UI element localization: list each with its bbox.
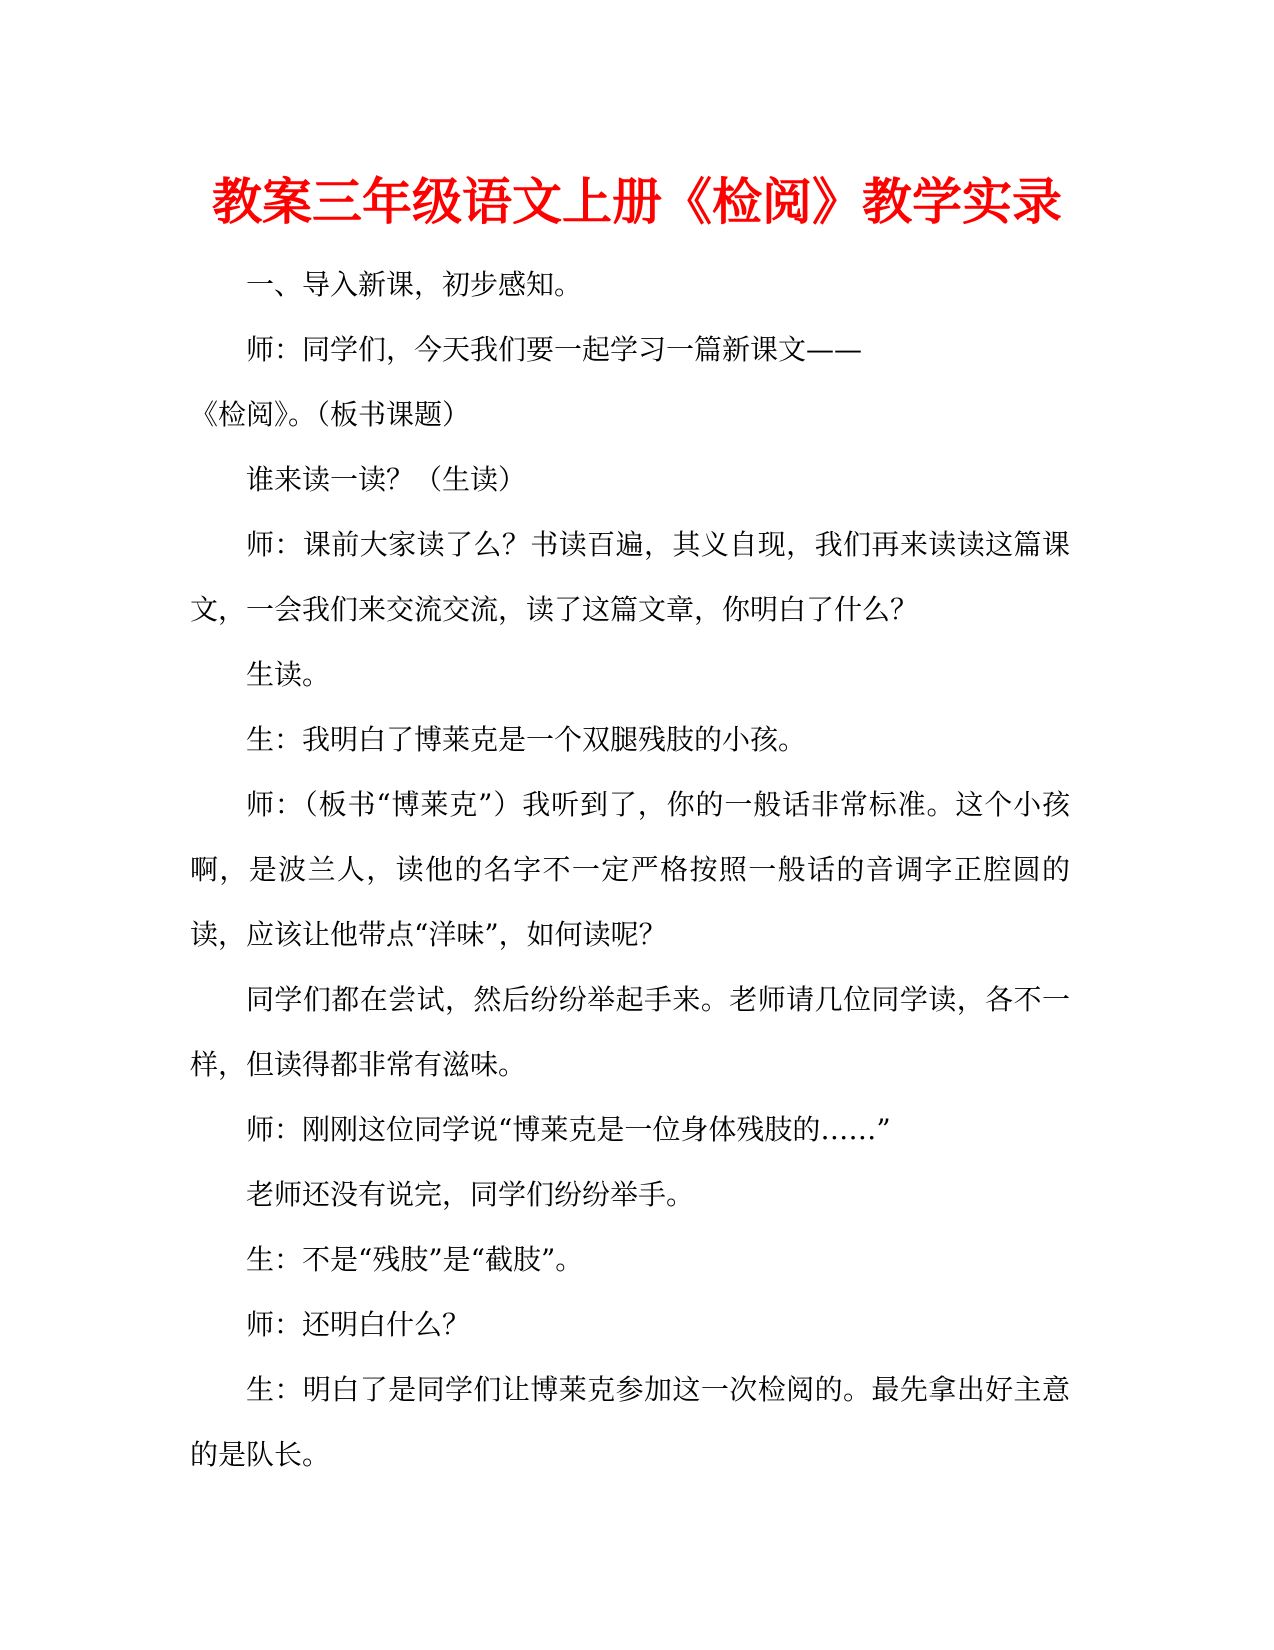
document-title: 教案三年级语文上册《检阅》教学实录 <box>212 173 1062 231</box>
paragraph: 师：还明白什么？ <box>246 1308 471 1341</box>
paragraph: 生读。 <box>246 658 331 691</box>
paragraph: 生：明白了是同学们让博莱克参加这一次检阅的。最先拿出好主意的是队长。 <box>190 1373 1070 1471</box>
paragraph: 师：同学们，今天我们要一起学习一篇新课文—— <box>246 333 863 366</box>
paragraph: 同学们都在尝试，然后纷纷举起手来。老师请几位同学读，各不一样，但读得都非常有滋味。 <box>190 983 1070 1081</box>
paragraph: 《检阅》。（板书课题） <box>190 398 471 431</box>
paragraph: 师：刚刚这位同学说“博莱克是一位身体残肢的……” <box>246 1113 891 1146</box>
paragraph: 师：（板书“博莱克”）我听到了，你的一般话非常标准。这个小孩啊，是波兰人，读他的名字不一定严格按照一般话的音调字正腔圆的读，应该让他带点“洋味”，如何读呢？ <box>190 788 1070 951</box>
paragraph: 生：我明白了博莱克是一个双腿残肢的小孩。 <box>246 723 807 756</box>
paragraph: 一、导入新课，初步感知。 <box>246 268 583 301</box>
document-body <box>190 252 1070 1487</box>
paragraph: 老师还没有说完，同学们纷纷举手。 <box>246 1178 695 1211</box>
paragraph: 谁来读一读？（生读） <box>246 463 527 496</box>
paragraph: 生：不是“残肢”是“截肢”。 <box>246 1243 584 1276</box>
paragraph: 师：课前大家读了么？书读百遍，其义自现，我们再来读读这篇课文，一会我们来交流交流，读了这篇文章，你明白了什么？ <box>190 528 1070 626</box>
